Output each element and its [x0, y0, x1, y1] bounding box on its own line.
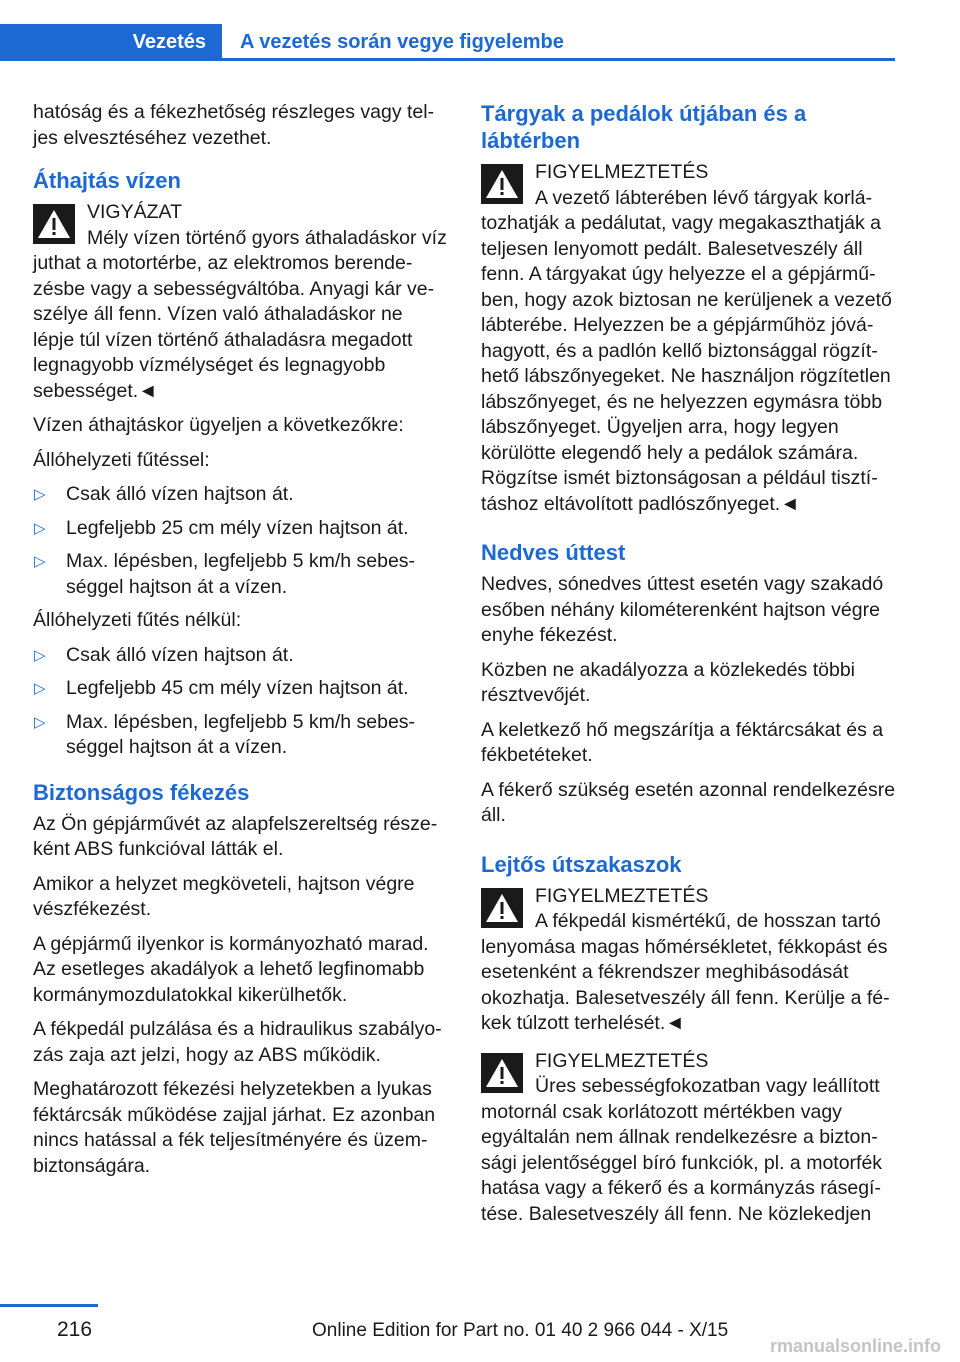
wet-p4: A fékerő szükség esetén azonnal rendelkezésre áll. — [481, 778, 896, 826]
page-header — [0, 0, 960, 62]
wet-p3: A keletkező hő megszárítja a féktárcsákat és a fékbetéteket. — [481, 718, 884, 766]
warning-box-slopes — [481, 884, 896, 1037]
triangle-right-icon: ▷ — [34, 519, 46, 537]
braking-p2: Amikor a helyzet megköveteli, hajtson végre vészfékezést. — [33, 872, 415, 920]
braking-p3: A gépjármű ilyenkor is kormányozható marad. Az esetleges akadályok a lehető legfinomabb kormánymozdulatokkal kikerülhetők. — [33, 932, 429, 1006]
warning-triangle-icon — [481, 164, 523, 204]
caution-title: VIGYÁZAT — [87, 201, 182, 223]
subsection-label: A vezetés során vegye figyelembe — [240, 31, 564, 53]
list-item — [33, 516, 448, 542]
intro-paragraph: hatóság és a fékezhetőség részleges vagy teljes elvesztéséhez vezethet. — [33, 101, 435, 149]
list-without-heating — [33, 643, 448, 761]
heading-slopes: Lejtős útszakaszok — [481, 851, 682, 877]
list-item-text: Csak álló vízen hajtson át. — [66, 643, 294, 666]
header-rule — [222, 58, 895, 61]
list-item — [33, 549, 448, 600]
warning-title: FIGYELMEZTETÉS — [535, 1049, 709, 1072]
heading-pedals: Tárgyak a pedálok útjában és a lábtérben — [481, 101, 807, 153]
warning-triangle-icon — [481, 1053, 523, 1093]
list-item-text: Max. lépésben, legfeljebb 5 km/h sebességgel hajtson át a vízen. — [66, 710, 416, 758]
braking-p4: A fékpedál pulzálása és a hidraulikus szabályozás zaja azt jelzi, hogy az ABS működik. — [33, 1018, 442, 1066]
warning-title: FIGYELMEZTETÉS — [535, 884, 709, 907]
wet-p1: Nedves, sónedves úttest esetén vagy szakadó esőben néhány kilométerenként hajtson végre enyhe fékezést. — [481, 573, 884, 646]
warning-triangle-icon — [481, 888, 523, 928]
with-heating-label: Állóhelyzeti fűtéssel: — [33, 448, 210, 471]
watermark: rmanualsonline.info — [770, 1336, 942, 1356]
warning-text: A fékpedál kismértékű, de hosszan tartó lenyomása magas hőmérsékletet, fékkopást és esetenként a fékrendszer meghibásodását okozhatja. Balesetveszély áll fenn. Kerülje a fékek túlzott terhelését.◄ — [481, 910, 890, 1034]
heading-braking: Biztonságos fékezés — [33, 779, 250, 805]
water-intro: Vízen áthajtáskor ügyeljen a következőkre: — [33, 414, 404, 436]
left-column — [33, 100, 448, 1188]
wet-p2: Közben ne akadályozza a közlekedés többi résztvevőjét. — [481, 658, 856, 706]
list-item-text: Legfeljebb 45 cm mély vízen hajtson át. — [66, 677, 409, 699]
triangle-right-icon: ▷ — [34, 486, 46, 503]
list-with-heating — [33, 482, 448, 600]
caution-box — [33, 200, 448, 404]
page-number: 216 — [57, 1318, 93, 1341]
warning-text: Üres sebességfokozatban vagy leállított motornál csak korlátozott mértékben vagy egyáltalán nem állnak rendelkezésre a biztonsági jelentőséggel bíró funkciók, pl. a motorfék hatása vagy a fékerő és a kormányzás rásegítése. Balesetveszély áll fenn. Ne közlekedjen — [481, 1075, 883, 1225]
heading-wet-road: Nedves úttest — [481, 540, 626, 565]
list-item-text: Max. lépésben, legfeljebb 5 km/h sebességgel hajtson át a vízen. — [66, 550, 416, 598]
warning-title: FIGYELMEZTETÉS — [535, 161, 709, 183]
section-label: Vezetés — [132, 31, 206, 53]
list-item-text: Csak álló vízen hajtson át. — [66, 483, 294, 505]
triangle-right-icon: ▷ — [34, 713, 46, 731]
edition-line: Online Edition for Part no. 01 40 2 966 044 - X/15 — [312, 1320, 729, 1341]
triangle-right-icon: ▷ — [34, 553, 46, 570]
list-item — [33, 676, 448, 702]
warning-box-pedals — [481, 160, 896, 517]
braking-p1: Az Ön gépjárművét az alapfelszereltség részeként ABS funkcióval látták el. — [33, 812, 438, 860]
list-item — [33, 710, 448, 761]
list-item-text: Legfeljebb 25 cm mély vízen hajtson át. — [66, 516, 409, 539]
footer-rule — [0, 1304, 98, 1307]
triangle-right-icon: ▷ — [34, 680, 46, 697]
without-heating-label: Állóhelyzeti fűtés nélkül: — [33, 609, 242, 631]
warning-box-neutral — [481, 1049, 896, 1228]
warning-triangle-icon — [33, 204, 75, 244]
warning-text: A vezető lábterében lévő tárgyak korlátozhatják a pedálutat, vagy megakaszthatják a teljesen lenyomott pedált. Balesetveszély áll fenn. A tárgyakat úgy helyezze el a gépjárműben, hogy azok biztosan ne kerüljenek a vezető lábterébe. Helyezzen be a gépjárműhöz jóváhagyott, és a padlón kellő biztonsággal rögzíthető lábszőnyegeket. Ne használjon rögzítetlen lábszőnyeget, és ne helyezzen egymásra több lábszőnyeget. Ügyeljen arra, hogy legyen körülötte elegendő hely a pedálok számára. Rögzítse ismét biztonságosan a például tisztításhoz eltávolított padlószőnyeget.◄ — [481, 186, 892, 515]
list-item — [33, 643, 448, 669]
list-item — [33, 482, 448, 508]
caution-text: Mély vízen történő gyors áthaladáskor víz juthat a motortérbe, az elektromos berendezésbe vagy a sebességváltóba. Anyagi kár veszélye áll fenn. Vízen való áthaladáskor ne lépje túl vízen történő áthaladásra megadott legnagyobb vízmélységet és legnagyobb sebességet.◄ — [33, 226, 447, 402]
braking-p5: Meghatározott fékezési helyzetekben a lyukas féktárcsák működése zajjal járhat. Ez azonban nincs hatással a fék teljesítményére és üzembiztonságára. — [33, 1078, 436, 1177]
subsection-tab — [240, 24, 564, 61]
section-tab — [0, 24, 222, 61]
triangle-right-icon: ▷ — [34, 646, 46, 664]
right-column — [481, 100, 896, 1236]
heading-water: Áthajtás vízen — [33, 168, 181, 193]
